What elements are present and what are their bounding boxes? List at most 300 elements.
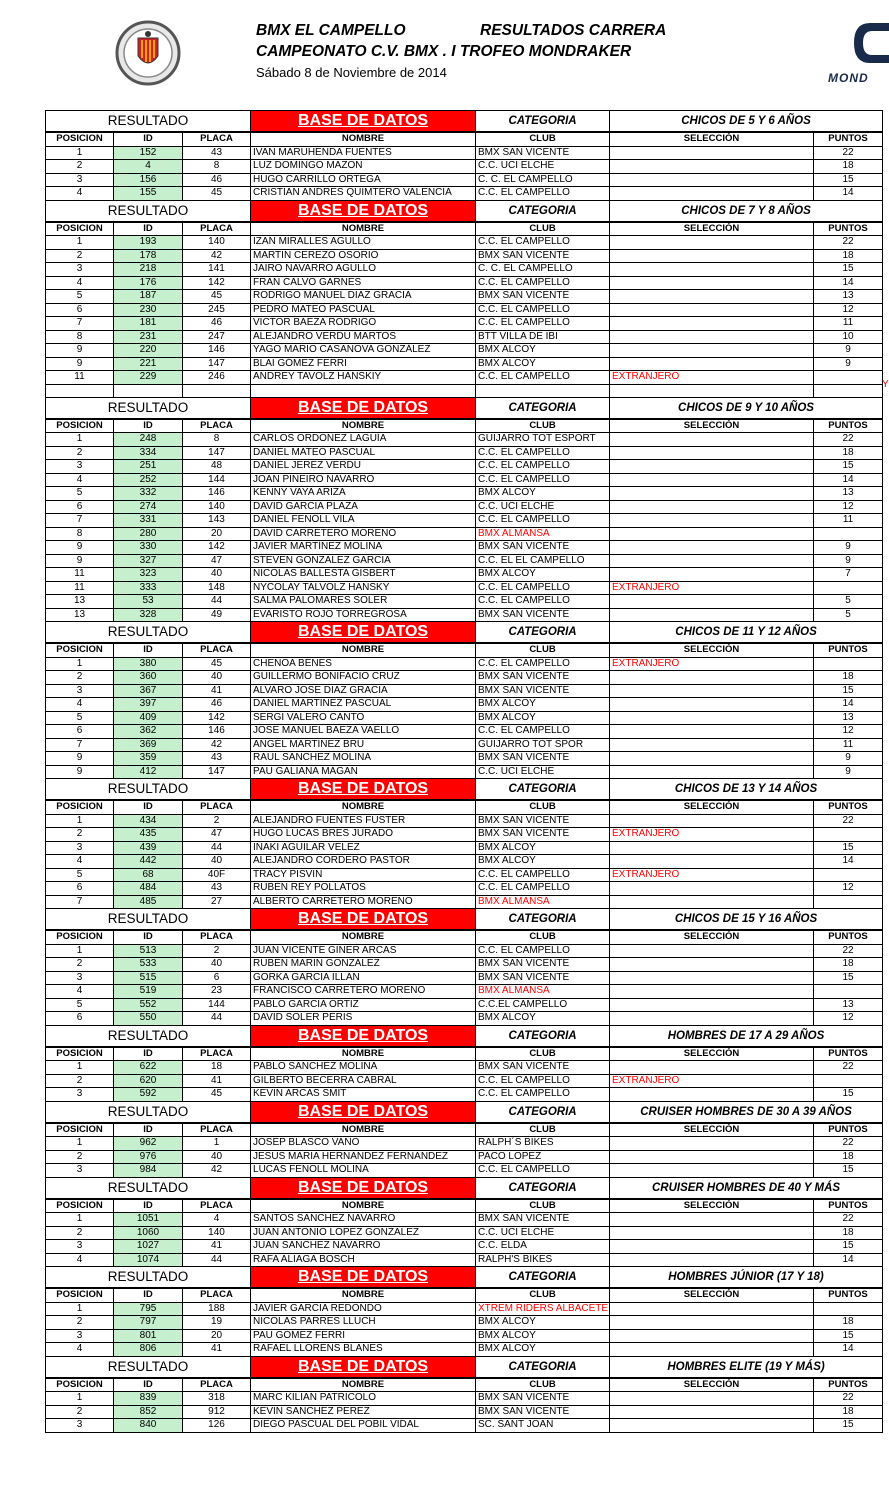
cell-rider-name: IÑAKI AGUILAR VELEZ bbox=[251, 841, 476, 855]
cell-plate: 47 bbox=[183, 828, 251, 842]
column-header-id: ID bbox=[114, 1288, 183, 1302]
cell-club: XTREM RIDERS ALBACETE bbox=[476, 1302, 610, 1316]
base-de-datos-link[interactable]: BASE DE DATOS bbox=[251, 1177, 476, 1199]
cell-rider-id: 330 bbox=[114, 541, 183, 555]
cell-rider-id: 332 bbox=[114, 487, 183, 501]
cell-position: 1 bbox=[46, 1061, 114, 1075]
base-de-datos-link[interactable]: BASE DE DATOS bbox=[251, 779, 476, 801]
result-row bbox=[46, 657, 883, 671]
header-title-club: BMX EL CAMPELLO bbox=[256, 22, 406, 39]
column-header-puntos: PUNTOS bbox=[814, 222, 883, 236]
category-name: CHICOS DE 15 Y 16 AÑOS bbox=[610, 909, 883, 931]
cell-rider-id: 485 bbox=[114, 895, 183, 909]
cell-selection: EXTRANJERO bbox=[610, 657, 814, 671]
cell-club: C.C. UCI ELCHE bbox=[476, 500, 610, 514]
cell-position: 2 bbox=[46, 828, 114, 842]
cell-rider-id: 839 bbox=[114, 1392, 183, 1406]
sponsor-logo-text: MOND bbox=[828, 71, 869, 85]
cell-rider-id: 155 bbox=[114, 187, 183, 201]
cell-club: PACO LOPEZ bbox=[476, 1150, 610, 1164]
cell-selection bbox=[610, 1316, 814, 1330]
cell-rider-id: 333 bbox=[114, 581, 183, 595]
result-row bbox=[46, 1150, 883, 1164]
result-row bbox=[46, 568, 883, 582]
result-row bbox=[46, 868, 883, 882]
cell-rider-name: LUZ DOMINGO MAZON bbox=[251, 160, 476, 174]
sponsor-logo bbox=[828, 18, 889, 85]
cell-selection bbox=[610, 330, 814, 344]
cell-position: 4 bbox=[46, 985, 114, 999]
result-row bbox=[46, 752, 883, 766]
cell-plate: 188 bbox=[183, 1302, 251, 1316]
cell-rider-id: 592 bbox=[114, 1088, 183, 1102]
cell-rider-name: SANTOS SANCHEZ NAVARRO bbox=[251, 1213, 476, 1227]
cell-points: 9 bbox=[814, 357, 883, 371]
cell-points: 12 bbox=[814, 725, 883, 739]
column-header-puntos: PUNTOS bbox=[814, 1378, 883, 1392]
category-name: CHICOS DE 9 Y 10 AÑOS bbox=[610, 397, 883, 419]
cell-rider-name: NICOLAS BALLESTA GISBERT bbox=[251, 568, 476, 582]
cell-position: 9 bbox=[46, 357, 114, 371]
cell-position: 1 bbox=[46, 944, 114, 958]
cell-position: 11 bbox=[46, 581, 114, 595]
cell-plate: 146 bbox=[183, 487, 251, 501]
cell-club: C.C. UCI ELCHE bbox=[476, 765, 610, 779]
cell-points: 22 bbox=[814, 433, 883, 447]
category-name: CHICOS DE 5 Y 6 AÑOS bbox=[610, 111, 883, 133]
cell-club: C.C. EL EL CAMPELLO bbox=[476, 554, 610, 568]
cell-position: 1 bbox=[46, 433, 114, 447]
cell-selection bbox=[610, 1253, 814, 1267]
result-row bbox=[46, 344, 883, 358]
cell-club: C.C.EL CAMPELLO bbox=[476, 998, 610, 1012]
cell-points: 9 bbox=[814, 344, 883, 358]
cell-points bbox=[814, 1302, 883, 1316]
cell-selection bbox=[610, 146, 814, 160]
cell-club: BMX ALCOY bbox=[476, 698, 610, 712]
column-header-seleccion: SELECCIÓN bbox=[610, 930, 814, 944]
cell-selection bbox=[610, 303, 814, 317]
cell-rider-name: IZAN MIRALLES AGULLO bbox=[251, 236, 476, 250]
cell-position: 1 bbox=[46, 814, 114, 828]
column-header-seleccion: SELECCIÓN bbox=[610, 132, 814, 146]
cell-rider-name: JAVIER MARTÍNEZ MOLINA bbox=[251, 541, 476, 555]
cell-rider-name: DANIEL FENOLL VILA bbox=[251, 514, 476, 528]
cell-rider-name: PAU GOMEZ FERRI bbox=[251, 1329, 476, 1343]
cell-rider-name: CARLOS ORDOÑEZ LAGUÍA bbox=[251, 433, 476, 447]
category-name: CHICOS DE 11 Y 12 AÑOS bbox=[610, 622, 883, 644]
cell-position: 1 bbox=[46, 657, 114, 671]
base-de-datos-link[interactable]: BASE DE DATOS bbox=[251, 622, 476, 644]
cell-plate: 318 bbox=[183, 1392, 251, 1406]
cell-club: RALPH'S BIKES bbox=[476, 1253, 610, 1267]
cell-plate: 247 bbox=[183, 330, 251, 344]
resultado-label: RESULTADO bbox=[46, 622, 251, 644]
cell-points: 15 bbox=[814, 1164, 883, 1178]
cell-points: 10 bbox=[814, 330, 883, 344]
cell-position: 4 bbox=[46, 1343, 114, 1357]
cell-selection bbox=[610, 290, 814, 304]
resultado-label: RESULTADO bbox=[46, 779, 251, 801]
cell-rider-name: RAFA ALIAGA BOSCH bbox=[251, 1253, 476, 1267]
cell-points: 18 bbox=[814, 1226, 883, 1240]
categoria-label: CATEGORIA bbox=[476, 1267, 610, 1289]
results-table bbox=[45, 110, 883, 1433]
result-row bbox=[46, 1329, 883, 1343]
cell-rider-id: 442 bbox=[114, 855, 183, 869]
cell-club: C.C. EL CAMPELLO bbox=[476, 1088, 610, 1102]
result-row bbox=[46, 1419, 883, 1433]
result-row bbox=[46, 146, 883, 160]
cell-plate: 44 bbox=[183, 1012, 251, 1026]
cell-plate: 40 bbox=[183, 958, 251, 972]
column-header-posicion: POSICION bbox=[46, 643, 114, 657]
base-de-datos-link[interactable]: BASE DE DATOS bbox=[251, 397, 476, 419]
column-header-row bbox=[46, 930, 883, 944]
cell-plate: 49 bbox=[183, 608, 251, 622]
cell-position: 1 bbox=[46, 1392, 114, 1406]
cell-rider-id: 178 bbox=[114, 249, 183, 263]
cell-plate: 42 bbox=[183, 249, 251, 263]
cell-selection bbox=[610, 671, 814, 685]
cell-position: 5 bbox=[46, 711, 114, 725]
cell-rider-id: 797 bbox=[114, 1316, 183, 1330]
cell-selection bbox=[610, 841, 814, 855]
cell-plate: 143 bbox=[183, 514, 251, 528]
column-header-posicion: POSICION bbox=[46, 419, 114, 433]
cell-points: 22 bbox=[814, 814, 883, 828]
cell-rider-name: STEVEN GONZALEZ GARCIA bbox=[251, 554, 476, 568]
cell-position: 3 bbox=[46, 971, 114, 985]
cell-rider-name: KEVIN SANCHEZ PEREZ bbox=[251, 1405, 476, 1419]
cell-plate: 142 bbox=[183, 541, 251, 555]
cell-club: C.C. EL CAMPELLO bbox=[476, 944, 610, 958]
cell-club: BMX ALCOY bbox=[476, 357, 610, 371]
cell-rider-id: 229 bbox=[114, 371, 183, 385]
column-header-club: CLUB bbox=[476, 1288, 610, 1302]
cell-rider-name: SALMA PALOMARES SOLER bbox=[251, 595, 476, 609]
cell-plate: 142 bbox=[183, 711, 251, 725]
cell-plate: 43 bbox=[183, 146, 251, 160]
resultado-label: RESULTADO bbox=[46, 111, 251, 133]
cell-selection bbox=[610, 487, 814, 501]
cell-plate: 144 bbox=[183, 473, 251, 487]
result-row bbox=[46, 1213, 883, 1227]
cell-rider-name: RUBEN REY POLLATOS bbox=[251, 882, 476, 896]
cell-position: 9 bbox=[46, 541, 114, 555]
cell-selection bbox=[610, 1137, 814, 1151]
cell-selection bbox=[610, 882, 814, 896]
result-row bbox=[46, 357, 883, 371]
cell-plate: 20 bbox=[183, 1329, 251, 1343]
column-header-posicion: POSICION bbox=[46, 1288, 114, 1302]
cell-points: 15 bbox=[814, 841, 883, 855]
cell-position: 11 bbox=[46, 371, 114, 385]
cell-points: 22 bbox=[814, 944, 883, 958]
cell-position: 3 bbox=[46, 173, 114, 187]
base-de-datos-link[interactable]: BASE DE DATOS bbox=[251, 200, 476, 222]
result-row bbox=[46, 671, 883, 685]
result-row bbox=[46, 1240, 883, 1254]
cell-position: 2 bbox=[46, 249, 114, 263]
cell-position: 3 bbox=[46, 1240, 114, 1254]
cell-position: 3 bbox=[46, 263, 114, 277]
cell-rider-id: 515 bbox=[114, 971, 183, 985]
result-row bbox=[46, 1226, 883, 1240]
cell-plate: 45 bbox=[183, 187, 251, 201]
cell-rider-id: 620 bbox=[114, 1074, 183, 1088]
category-header-row bbox=[46, 909, 883, 931]
cell-selection bbox=[610, 1405, 814, 1419]
cell-points: 14 bbox=[814, 1253, 883, 1267]
cell-club: BMX ALCOY bbox=[476, 855, 610, 869]
page-header bbox=[0, 0, 889, 108]
cell-rider-name: HUGO CARRILLO ORTEGA bbox=[251, 173, 476, 187]
column-header-row bbox=[46, 800, 883, 814]
cell-rider-name: TRACY PISVIN bbox=[251, 868, 476, 882]
cell-selection bbox=[610, 1088, 814, 1102]
cell-rider-name: LUCAS FENOLL MOLINA bbox=[251, 1164, 476, 1178]
cell-rider-name: JOSEP BLASCO VAÑO bbox=[251, 1137, 476, 1151]
cell-rider-id: 248 bbox=[114, 433, 183, 447]
base-de-datos-link[interactable]: BASE DE DATOS bbox=[251, 1101, 476, 1123]
result-row bbox=[46, 187, 883, 201]
column-header-row bbox=[46, 419, 883, 433]
cell-rider-id: 513 bbox=[114, 944, 183, 958]
cell-rider-id: 323 bbox=[114, 568, 183, 582]
cell-plate: 45 bbox=[183, 290, 251, 304]
result-row bbox=[46, 1316, 883, 1330]
column-header-placa: PLACA bbox=[183, 800, 251, 814]
column-header-seleccion: SELECCIÓN bbox=[610, 1378, 814, 1392]
base-de-datos-link[interactable]: BASE DE DATOS bbox=[251, 1356, 476, 1378]
column-header-placa: PLACA bbox=[183, 1199, 251, 1213]
cell-rider-id: 369 bbox=[114, 738, 183, 752]
cell-plate: 41 bbox=[183, 1240, 251, 1254]
cell-rider-id: 412 bbox=[114, 765, 183, 779]
column-header-id: ID bbox=[114, 930, 183, 944]
cell-rider-name: YAGO MARIO CASANOVA GONZÁLEZ bbox=[251, 344, 476, 358]
category-name: CHICOS DE 13 Y 14 AÑOS bbox=[610, 779, 883, 801]
cell-rider-id: 434 bbox=[114, 814, 183, 828]
cell-points: 15 bbox=[814, 173, 883, 187]
cell-points: 18 bbox=[814, 1405, 883, 1419]
cell-points bbox=[814, 527, 883, 541]
column-header-seleccion: SELECCIÓN bbox=[610, 800, 814, 814]
column-header-seleccion: SELECCIÓN bbox=[610, 1123, 814, 1137]
cell-points: 13 bbox=[814, 290, 883, 304]
resultado-label: RESULTADO bbox=[46, 909, 251, 931]
result-row bbox=[46, 581, 883, 595]
cell-club: BMX SAN VICENTE bbox=[476, 752, 610, 766]
cell-points: 15 bbox=[814, 684, 883, 698]
result-row bbox=[46, 1392, 883, 1406]
cell-club: BTT VILLA DE IBI bbox=[476, 330, 610, 344]
cell-plate: 146 bbox=[183, 725, 251, 739]
cell-rider-id: 1074 bbox=[114, 1253, 183, 1267]
column-header-row bbox=[46, 132, 883, 146]
cell-position: 2 bbox=[46, 1150, 114, 1164]
cell-rider-name: FRANCISCO CARRETERO MORENO bbox=[251, 985, 476, 999]
cell-points: 18 bbox=[814, 1150, 883, 1164]
category-header-row bbox=[46, 397, 883, 419]
resultado-label: RESULTADO bbox=[46, 1025, 251, 1047]
result-row bbox=[46, 290, 883, 304]
cell-points: 18 bbox=[814, 249, 883, 263]
result-row bbox=[46, 446, 883, 460]
cell-selection bbox=[610, 1329, 814, 1343]
cell-plate: 140 bbox=[183, 500, 251, 514]
result-row bbox=[46, 433, 883, 447]
cell-selection: EXTRANJERO bbox=[610, 1074, 814, 1088]
cell-rider-id: 367 bbox=[114, 684, 183, 698]
cell-club: C.C. EL CAMPELLO bbox=[476, 187, 610, 201]
cell-rider-name: JUAN ANTONIO LOPEZ GONZALEZ bbox=[251, 1226, 476, 1240]
cell-club: C.C. EL CAMPELLO bbox=[476, 473, 610, 487]
column-header-placa: PLACA bbox=[183, 1047, 251, 1061]
result-row bbox=[46, 330, 883, 344]
cell-rider-name: CRISTIAN ANDRES QUIMTERO VALENCIA bbox=[251, 187, 476, 201]
column-header-club: CLUB bbox=[476, 132, 610, 146]
cell-club: C.C. EL CAMPELLO bbox=[476, 1164, 610, 1178]
cell-points: 22 bbox=[814, 236, 883, 250]
column-header-club: CLUB bbox=[476, 1047, 610, 1061]
cell-rider-id: 187 bbox=[114, 290, 183, 304]
result-row bbox=[46, 895, 883, 909]
cell-club: BMX SAN VICENTE bbox=[476, 290, 610, 304]
column-header-club: CLUB bbox=[476, 930, 610, 944]
base-de-datos-link[interactable]: BASE DE DATOS bbox=[251, 111, 476, 133]
cell-selection: EXTRANJERO bbox=[610, 371, 814, 385]
cell-rider-name: DANIEL MATEO PASCUAL bbox=[251, 446, 476, 460]
cell-points: 18 bbox=[814, 160, 883, 174]
cell-plate: 45 bbox=[183, 657, 251, 671]
cell-points: 22 bbox=[814, 1137, 883, 1151]
cell-selection bbox=[610, 473, 814, 487]
cell-rider-name: VICTOR BAEZA RODRIGO bbox=[251, 317, 476, 331]
column-header-id: ID bbox=[114, 222, 183, 236]
cell-points: 15 bbox=[814, 971, 883, 985]
result-row bbox=[46, 303, 883, 317]
category-name: HOMBRES JÚNIOR (17 Y 18) bbox=[610, 1267, 883, 1289]
cell-position: 3 bbox=[46, 1419, 114, 1433]
cell-plate: 41 bbox=[183, 1343, 251, 1357]
categoria-label: CATEGORIA bbox=[476, 909, 610, 931]
spacer-row bbox=[46, 384, 883, 397]
cell-plate: 19 bbox=[183, 1316, 251, 1330]
cell-position: 7 bbox=[46, 895, 114, 909]
cell-selection bbox=[610, 276, 814, 290]
category-header-row bbox=[46, 1267, 883, 1289]
cell-rider-id: 4 bbox=[114, 160, 183, 174]
cell-rider-name: GUILLERMO BONIFACIO CRUZ bbox=[251, 671, 476, 685]
result-row bbox=[46, 1074, 883, 1088]
result-row bbox=[46, 236, 883, 250]
cell-rider-name: CHENOA BENES bbox=[251, 657, 476, 671]
category-name: CRUISER HOMBRES DE 40 Y MÁS bbox=[610, 1177, 883, 1199]
cell-rider-name: RUBEN MARIN GONZALEZ bbox=[251, 958, 476, 972]
column-header-posicion: POSICION bbox=[46, 222, 114, 236]
cell-rider-id: 328 bbox=[114, 608, 183, 622]
cell-club: C. C. EL CAMPELLO bbox=[476, 173, 610, 187]
column-header-row bbox=[46, 1288, 883, 1302]
cell-selection bbox=[610, 460, 814, 474]
cell-position: 3 bbox=[46, 684, 114, 698]
category-name: CRUISER HOMBRES DE 30 A 39 AÑOS bbox=[610, 1101, 883, 1123]
categoria-label: CATEGORIA bbox=[476, 1025, 610, 1047]
cell-plate: 144 bbox=[183, 998, 251, 1012]
cell-plate: 42 bbox=[183, 738, 251, 752]
cell-points: 9 bbox=[814, 554, 883, 568]
cell-plate: 40 bbox=[183, 568, 251, 582]
column-header-club: CLUB bbox=[476, 643, 610, 657]
column-header-posicion: POSICION bbox=[46, 800, 114, 814]
results-tables bbox=[45, 110, 882, 1433]
cell-club: C.C. EL CAMPELLO bbox=[476, 371, 610, 385]
cell-rider-id: 550 bbox=[114, 1012, 183, 1026]
base-de-datos-link[interactable]: BASE DE DATOS bbox=[251, 1025, 476, 1047]
cell-points: 15 bbox=[814, 1240, 883, 1254]
column-header-row bbox=[46, 222, 883, 236]
result-row bbox=[46, 1137, 883, 1151]
cell-position: 8 bbox=[46, 330, 114, 344]
result-row bbox=[46, 958, 883, 972]
base-de-datos-link[interactable]: BASE DE DATOS bbox=[251, 909, 476, 931]
cell-rider-name: PEDRO MATEO PASCUAL bbox=[251, 303, 476, 317]
cell-selection bbox=[610, 895, 814, 909]
column-header-nombre: NOMBRE bbox=[251, 1123, 476, 1137]
cell-position: 3 bbox=[46, 1088, 114, 1102]
column-header-id: ID bbox=[114, 1199, 183, 1213]
cell-selection bbox=[610, 527, 814, 541]
cell-position: 6 bbox=[46, 303, 114, 317]
cell-points: 13 bbox=[814, 711, 883, 725]
column-header-seleccion: SELECCIÓN bbox=[610, 222, 814, 236]
cell-selection bbox=[610, 1302, 814, 1316]
cell-rider-name: RAFAEL LLORENS BLANES bbox=[251, 1343, 476, 1357]
cell-rider-id: 218 bbox=[114, 263, 183, 277]
base-de-datos-link[interactable]: BASE DE DATOS bbox=[251, 1267, 476, 1289]
cell-rider-name: FRAN CALVO GARNES bbox=[251, 276, 476, 290]
cell-plate: 148 bbox=[183, 581, 251, 595]
cell-club: BMX ALCOY bbox=[476, 487, 610, 501]
cell-club: C.C. EL CAMPELLO bbox=[476, 236, 610, 250]
cell-points: 11 bbox=[814, 514, 883, 528]
resultado-label: RESULTADO bbox=[46, 1267, 251, 1289]
cell-points bbox=[814, 985, 883, 999]
cell-club: BMX ALCOY bbox=[476, 841, 610, 855]
result-row bbox=[46, 855, 883, 869]
result-row bbox=[46, 1061, 883, 1075]
column-header-seleccion: SELECCIÓN bbox=[610, 419, 814, 433]
cell-points: 15 bbox=[814, 263, 883, 277]
cell-points: 22 bbox=[814, 1392, 883, 1406]
cell-position: 6 bbox=[46, 1012, 114, 1026]
column-header-nombre: NOMBRE bbox=[251, 800, 476, 814]
column-header-id: ID bbox=[114, 643, 183, 657]
cell-points bbox=[814, 1074, 883, 1088]
cell-plate: 43 bbox=[183, 882, 251, 896]
cell-selection bbox=[610, 752, 814, 766]
cell-rider-id: 852 bbox=[114, 1405, 183, 1419]
category-header-row bbox=[46, 1356, 883, 1378]
column-header-seleccion: SELECCIÓN bbox=[610, 643, 814, 657]
cell-rider-name: HUGO LUCAS BRES JURADO bbox=[251, 828, 476, 842]
cell-points: 22 bbox=[814, 1061, 883, 1075]
cell-position: 3 bbox=[46, 1329, 114, 1343]
cell-selection bbox=[610, 263, 814, 277]
cell-plate: 147 bbox=[183, 765, 251, 779]
